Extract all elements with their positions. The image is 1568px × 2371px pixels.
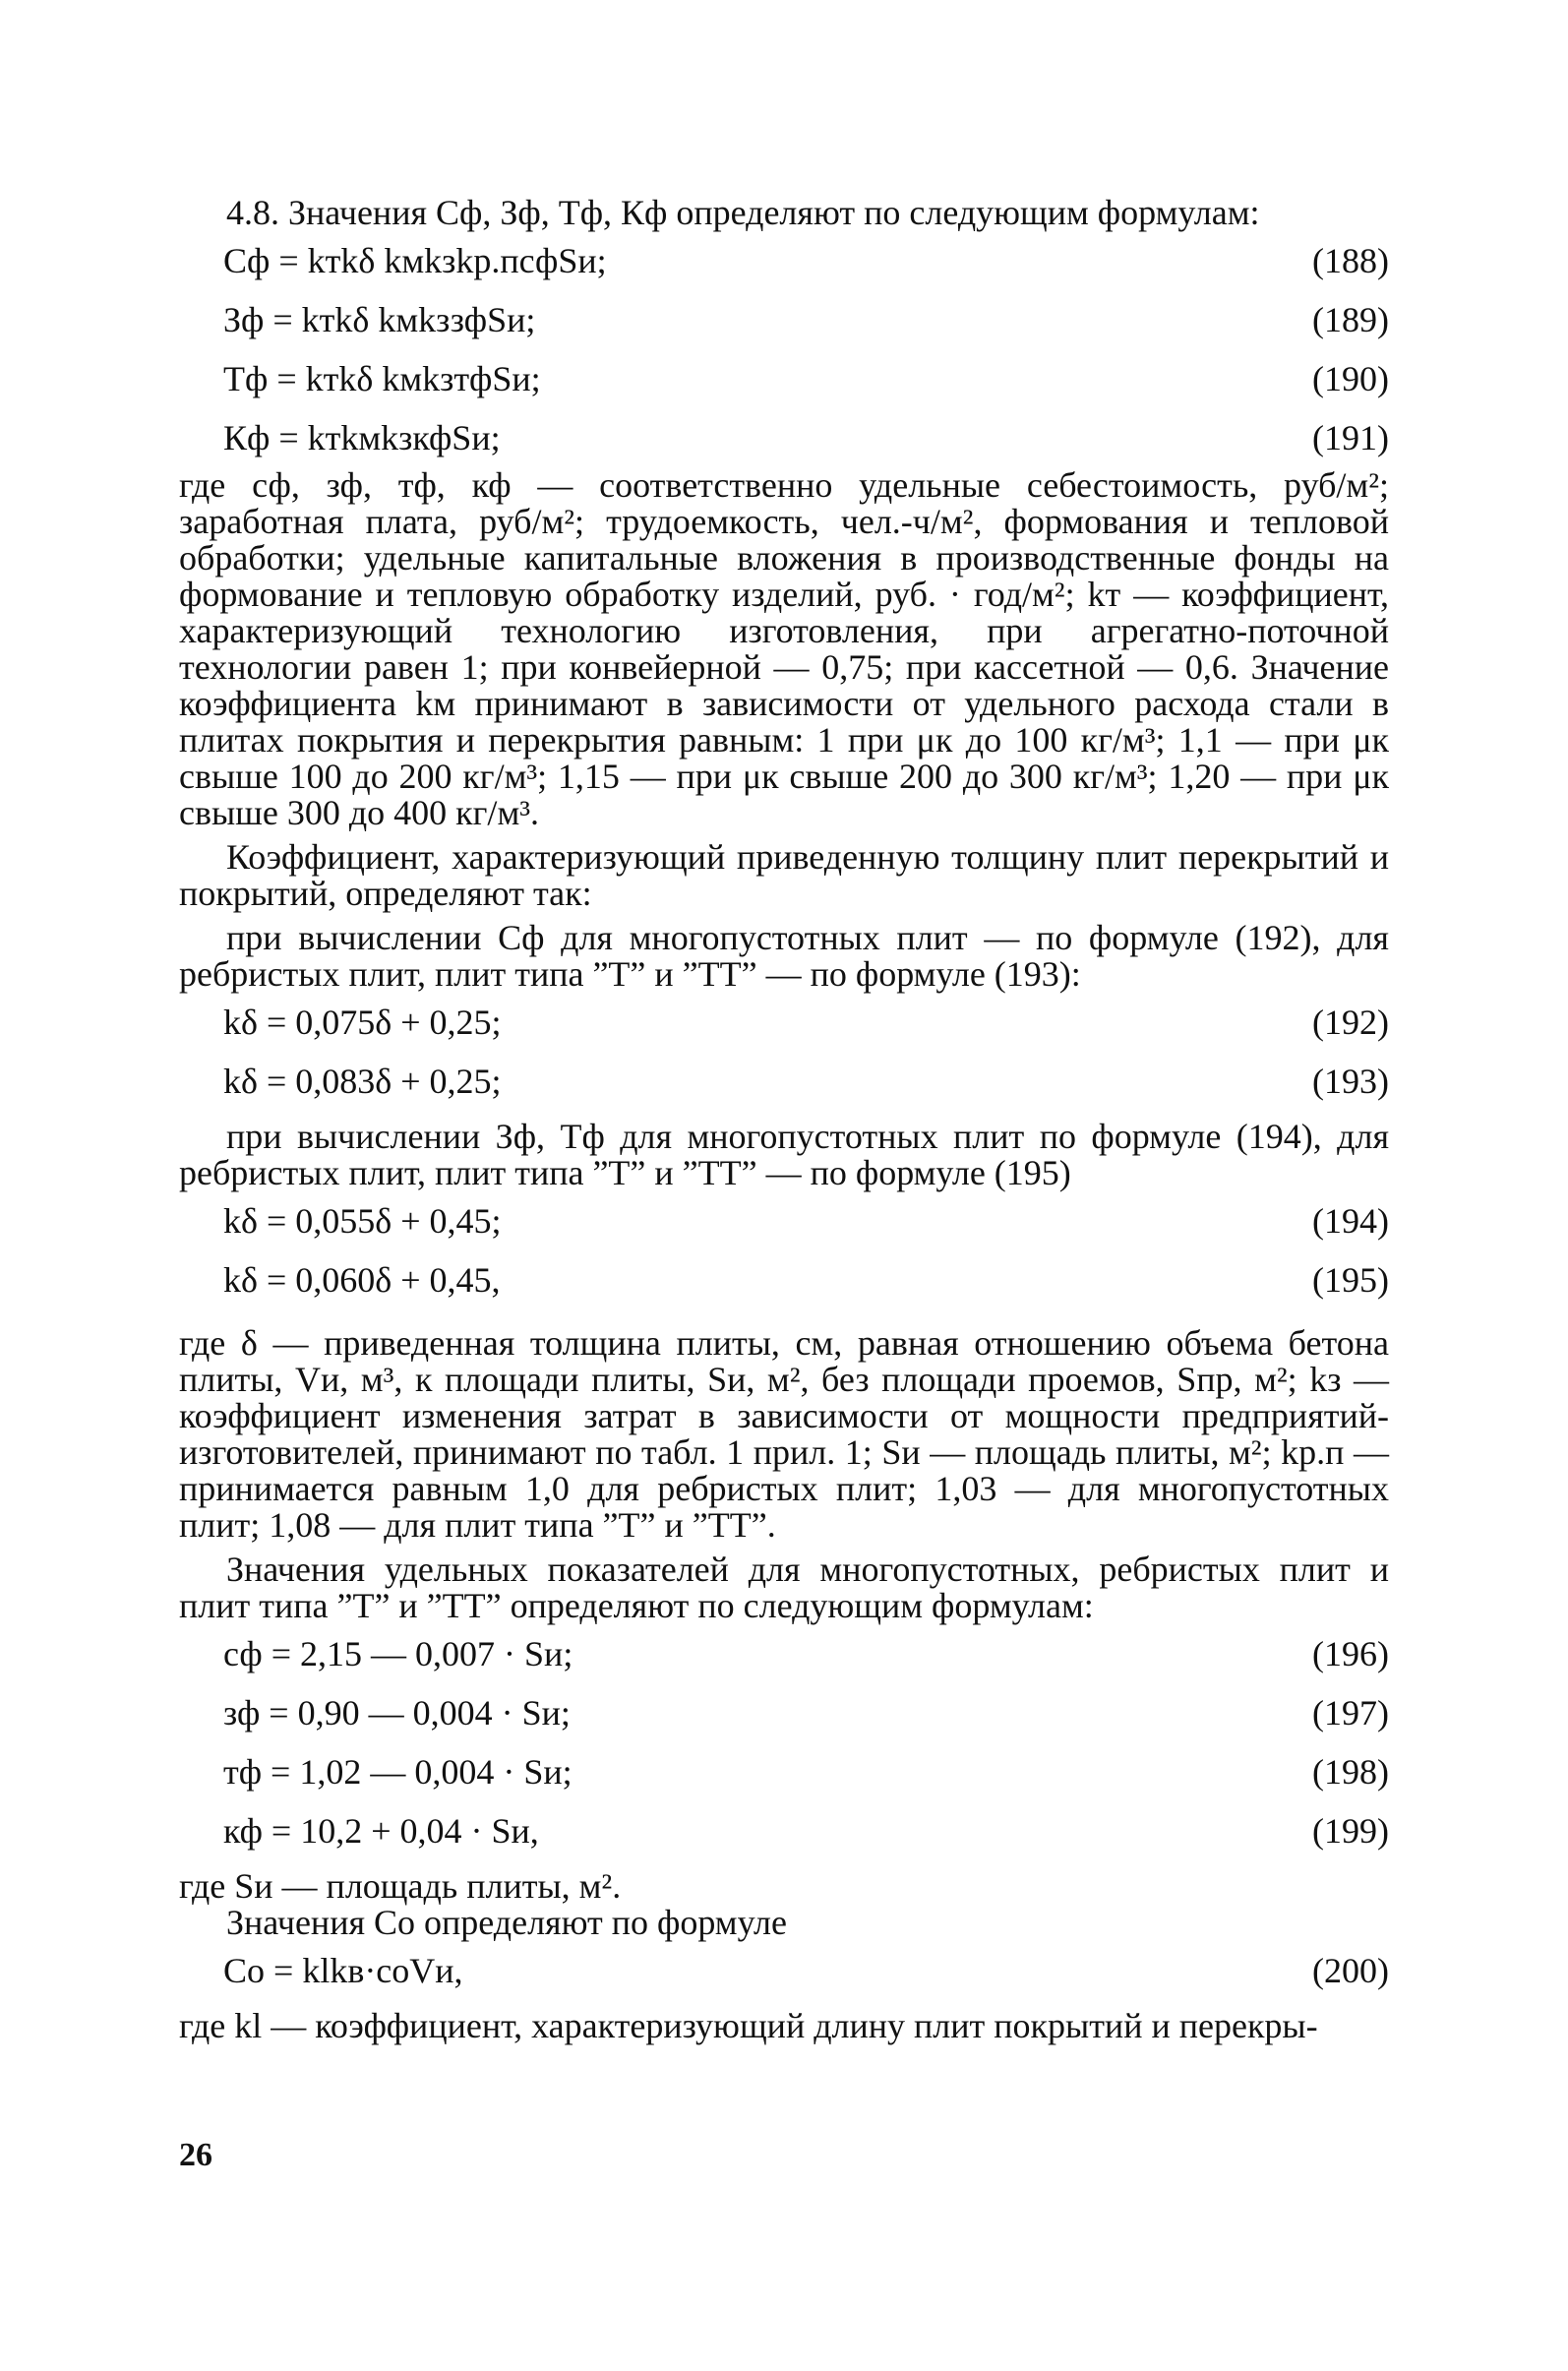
- formula-expression: kδ = 0,055δ + 0,45;: [223, 1201, 502, 1241]
- formula-191: [179, 408, 1389, 467]
- formula-expression: kδ = 0,083δ + 0,25;: [223, 1062, 502, 1101]
- paragraph-si-definition: где Sи — площадь плиты, м².: [179, 1866, 622, 1906]
- formula-number: (195): [1312, 1260, 1389, 1300]
- formula-192: [179, 993, 1389, 1052]
- paragraph-calc-zf-tf: при вычислении Зф, Тф для многопустотных плит по формуле (194), для ребристых плит, плит типа ”Т” и ”ТТ” — по формуле (195): [179, 1117, 1389, 1192]
- formula-196: [179, 1624, 1389, 1683]
- paragraph-thickness-coefficient: Коэффициент, характеризующий приведенную толщину плит перекрытий и покрытий, определяют так:: [179, 837, 1389, 913]
- formula-group-188-191: [179, 231, 1389, 467]
- page-number: 26: [179, 2137, 212, 2173]
- formula-expression: kδ = 0,075δ + 0,25;: [223, 1003, 502, 1042]
- formula-number: (193): [1312, 1062, 1389, 1101]
- formula-195: [179, 1250, 1389, 1309]
- paragraph-delta-definition: где δ — приведенная толщина плиты, см, равная отношению объема бетона плиты, Vи, м³, к площади плиты, Sи, м², без площади проемов, Sпр, м²; kз — коэффициент изменения затрат в зависимости от мощности предприятий-изготовителей, принимают по табл. 1 прил. 1; Sи — площадь плиты, м²; kр.п — принимается равным 1,0 для ребристых плит; 1,03 — для многопустотных плит; 1,08 — для плит типа ”Т” и ”ТТ”.: [179, 1323, 1389, 1545]
- formula-expression: Тф = kтkδ kмkзтфSи;: [223, 359, 541, 398]
- formula-number: (200): [1312, 1951, 1389, 1990]
- formula-expression: сф = 2,15 — 0,007 · Sи;: [223, 1634, 573, 1673]
- formula-number: (198): [1312, 1752, 1389, 1792]
- formula-expression: kδ = 0,060δ + 0,45,: [223, 1260, 501, 1300]
- formula-expression: Кф = kтkмkзкфSи;: [223, 418, 501, 457]
- formula-197: [179, 1683, 1389, 1742]
- formula-number: (196): [1312, 1634, 1389, 1673]
- formula-group-196-199: [179, 1624, 1389, 1860]
- paragraph-co-values: Значения Со определяют по формуле: [226, 1903, 787, 1942]
- formula-number: (199): [1312, 1811, 1389, 1851]
- formula-200: [179, 1941, 1389, 2000]
- formula-198: [179, 1742, 1389, 1801]
- formula-194: [179, 1191, 1389, 1250]
- formula-189: [179, 290, 1389, 349]
- formula-number: (197): [1312, 1693, 1389, 1733]
- formula-188: [179, 231, 1389, 290]
- formula-group-192-193: [179, 993, 1389, 1111]
- formula-group-200: [179, 1941, 1389, 2000]
- formula-number: (192): [1312, 1003, 1389, 1042]
- formula-190: [179, 349, 1389, 408]
- formula-expression: Зф = kтkδ kмkззфSи;: [223, 300, 536, 339]
- formula-group-194-195: [179, 1191, 1389, 1309]
- section-heading: 4.8. Значения Сф, Зф, Тф, Кф определяют по следующим формулам:: [226, 193, 1260, 232]
- formula-number: (188): [1312, 241, 1389, 280]
- formula-number: (191): [1312, 418, 1389, 457]
- paragraph-kl-definition: где kl — коэффициент, характеризующий длину плит покрытий и перекры-: [179, 2006, 1318, 2045]
- formula-expression: Сф = kтkδ kмkзkр.псфSи;: [223, 241, 607, 280]
- formula-expression: Со = klkв·coVи,: [223, 1951, 463, 1990]
- formula-number: (190): [1312, 359, 1389, 398]
- formula-199: [179, 1801, 1389, 1860]
- formula-193: [179, 1052, 1389, 1111]
- paragraph-specific-indicators: Значения удельных показателей для многопустотных, ребристых плит и плит типа ”Т” и ”ТТ” определяют по следующим формулам:: [179, 1550, 1389, 1625]
- formula-expression: тф = 1,02 — 0,004 · Sи;: [223, 1752, 573, 1792]
- formula-number: (189): [1312, 300, 1389, 339]
- paragraph-calc-cf: при вычислении Сф для многопустотных плит — по формуле (192), для ребристых плит, плит типа ”Т” и ”ТТ” — по формуле (193):: [179, 918, 1389, 994]
- paragraph-variable-definitions: где сф, зф, тф, кф — соответственно удельные себестоимость, руб/м²; заработная плата, руб/м²; трудоемкость, чел.-ч/м², формования и тепловой обработки; удельные капитальные вложения в производственные фонды на формование и тепловую обработку изделий, руб. · год/м²; kт — коэффициент, характеризующий технологию изготовления, при агрегатно-поточной технологии равен 1; при конвейерной — 0,75; при кассетной — 0,6. Значение коэффициента kм принимают в зависимости от удельного расхода стали в плитах покрытия и перекрытия равным: 1 при μк до 100 кг/м³; 1,1 — при μк свыше 100 до 200 кг/м³; 1,15 — при μк свыше 200 до 300 кг/м³; 1,20 — при μк свыше 300 до 400 кг/м³.: [179, 465, 1389, 832]
- formula-expression: кф = 10,2 + 0,04 · Sи,: [223, 1811, 539, 1851]
- formula-expression: зф = 0,90 — 0,004 · Sи;: [223, 1693, 571, 1733]
- document-page: [179, 195, 1389, 2044]
- formula-number: (194): [1312, 1201, 1389, 1241]
